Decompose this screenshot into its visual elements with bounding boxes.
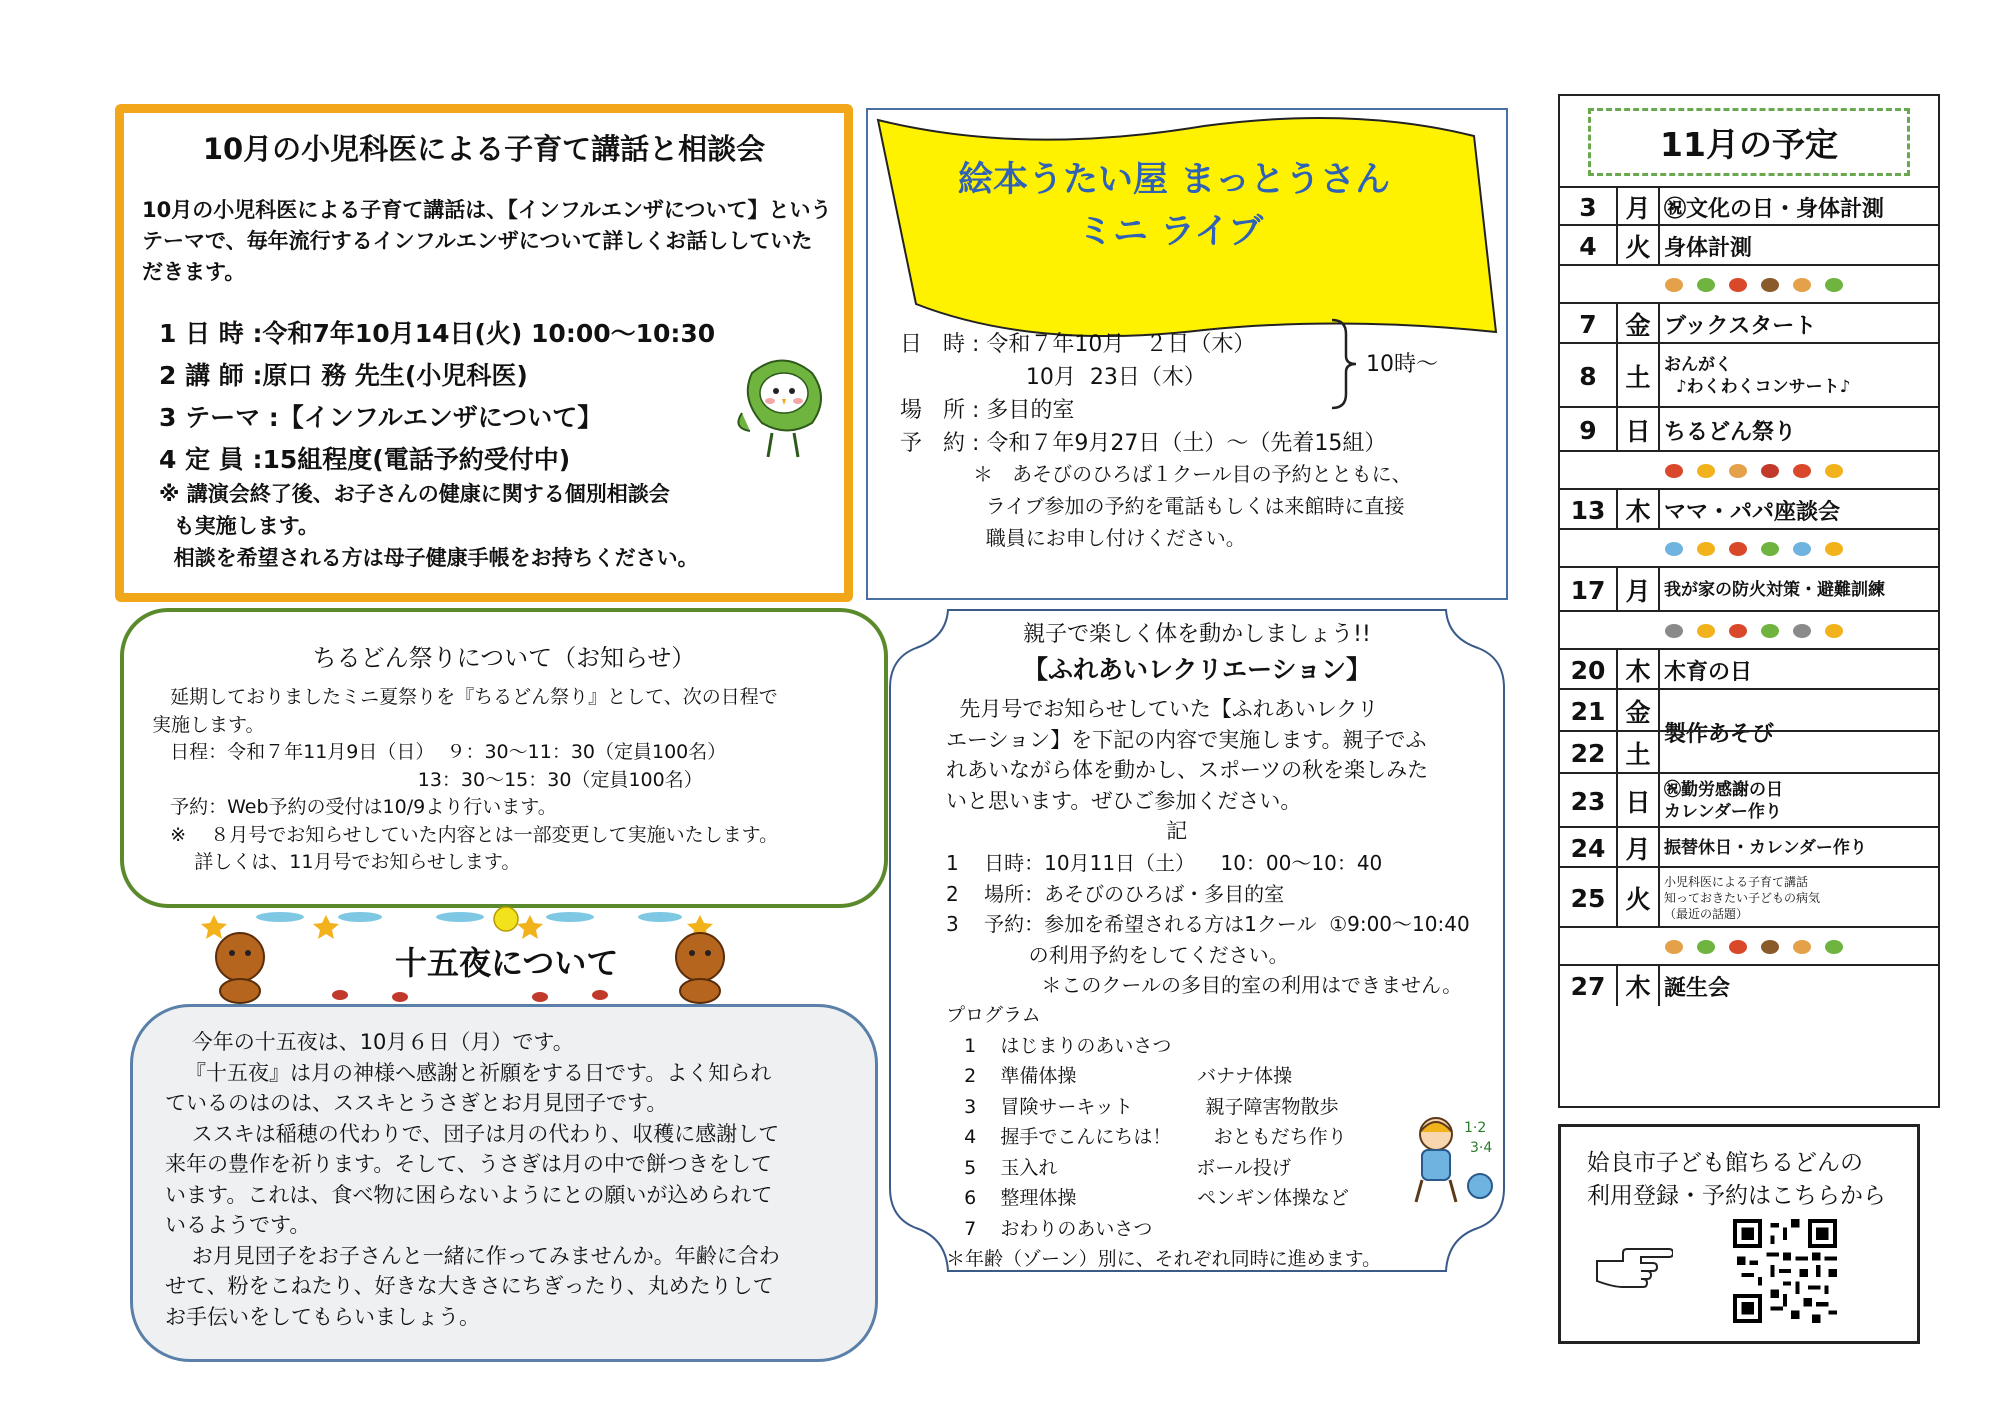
schedule-event: 身体計測	[1664, 235, 1753, 261]
schedule-weekday: 火	[1618, 868, 1660, 928]
schedule-decoration	[1560, 450, 1938, 490]
festival-line: 詳しくは、11月号でお知らせします。	[152, 851, 521, 873]
schedule-day: 7	[1560, 304, 1618, 344]
schedule-row	[1560, 302, 1938, 344]
recreation-item: ＊このクールの多目的室の利用はできません。	[946, 973, 1463, 997]
decoration-icon	[1793, 278, 1811, 292]
decoration-icon	[1761, 624, 1779, 638]
schedule-event: 誕生会	[1664, 975, 1731, 1001]
schedule-weekday: 月	[1618, 828, 1660, 868]
live-box	[866, 108, 1508, 600]
live-note-line: ライブ参加の予約を電話もしくは来館時に直接	[973, 494, 1405, 518]
schedule-row	[1560, 648, 1938, 690]
decoration-icon	[1761, 464, 1779, 478]
recreation-item: の利用予約をしてください。	[946, 942, 1289, 967]
bird-illustration	[732, 353, 837, 463]
decoration-icon	[1697, 464, 1715, 478]
decoration-icon	[1729, 464, 1747, 478]
brace-icon	[1330, 318, 1360, 410]
schedule-row	[1560, 826, 1938, 868]
schedule-row	[1560, 224, 1938, 266]
schedule-day: 17	[1560, 568, 1618, 612]
schedule-event: 我が家の防火対策・避難訓練	[1664, 580, 1885, 600]
moon-line: ススキは稲穂の代わりで、団子は月の代わり、収穫に感謝して	[165, 1121, 780, 1146]
lecture-intro: 10月の小児科医による子育て講話は、【インフルエンザについて】というテーマで、毎年流行するインフルエンザについて詳しくお話ししていただきます。	[142, 198, 832, 284]
decoration-icon	[1665, 940, 1683, 954]
festival-line: ※ ８月号でお知らせしていた内容とは一部変更して実施いたします。	[152, 823, 779, 846]
recreation-item: 3 予約：参加を希望される方は1クール ①9:00～10:40	[946, 912, 1470, 936]
festival-line: 実施します。	[152, 713, 265, 736]
schedule-day: 25	[1560, 868, 1618, 928]
svg-text:3·4: 3·4	[1470, 1140, 1493, 1156]
decoration-icon	[1825, 940, 1843, 954]
program-label: プログラム	[946, 1004, 1041, 1026]
schedule-day: 22	[1560, 732, 1618, 774]
live-info-line: 日 時 : 令和７年10月 ２日（木）	[900, 332, 1256, 357]
recreation-line: れあいながら体を動かし、スポーツの秋を楽しみた	[946, 758, 1429, 782]
schedule-weekday: 木	[1618, 650, 1660, 690]
moon-line: お月見団子をお子さんと一緒に作ってみませんか。年齢に合わ	[165, 1243, 780, 1268]
moon-line: お手伝いをしてもらいましょう。	[165, 1304, 480, 1329]
schedule-weekday: 土	[1618, 732, 1660, 774]
decoration-icon	[1825, 542, 1843, 556]
program-footer: ＊年齢（ゾーン）別に、それぞれ同時に進めます。	[946, 1248, 1382, 1270]
live-note-line: 職員にお申し付けください。	[973, 526, 1246, 550]
schedule-row	[1560, 488, 1938, 530]
decoration-icon	[1825, 624, 1843, 638]
festival-box	[120, 608, 888, 908]
schedule-row	[1560, 772, 1938, 828]
schedule-day: 8	[1560, 344, 1618, 408]
schedule-title-frame	[1588, 108, 1910, 176]
schedule-day: 4	[1560, 226, 1618, 266]
recreation-item: 2 場所：あそびのひろば・多目的室	[946, 881, 1285, 906]
lecture-item: 3 テーマ :【インフルエンザについて】	[159, 403, 603, 432]
schedule-weekday: 木	[1618, 966, 1660, 1006]
lecture-item: 4 定 員 :15組程度(電話予約受付中)	[159, 445, 571, 474]
decoration-icon	[1825, 278, 1843, 292]
recreation-line: いと思います。ぜひご参加ください。	[946, 788, 1302, 813]
live-subtitle: ミニ ライブ	[1078, 212, 1264, 252]
svg-text:1·2: 1·2	[1464, 1120, 1487, 1136]
program-item: 2 準備体操 バナナ体操	[946, 1065, 1293, 1087]
decoration-icon	[1697, 542, 1715, 556]
decoration-icon	[1697, 624, 1715, 638]
live-info-line: 場 所 : 多目的室	[900, 398, 1075, 423]
festival-line: 延期しておりましたミニ夏祭りを『ちるどん祭り』として、次の日程で	[152, 686, 778, 708]
schedule-day: 23	[1560, 774, 1618, 828]
schedule-row	[1560, 342, 1938, 408]
schedule-event: 木育の日	[1664, 659, 1753, 685]
schedule-day: 20	[1560, 650, 1618, 690]
schedule-weekday: 木	[1618, 490, 1660, 530]
lecture-items	[159, 313, 715, 481]
schedule-weekday: 土	[1618, 344, 1660, 408]
qr-line: 姶良市子ども館ちるどんの	[1587, 1150, 1863, 1176]
lecture-title: 10月の小児科医による子育て講話と相談会	[202, 132, 766, 166]
festival-line: 日程：令和７年11月9日（日） ９：30～11：30（定員100名）	[152, 741, 727, 763]
schedule-row	[1560, 688, 1938, 747]
festival-title: ちるどん祭りについて（お知らせ）	[312, 644, 696, 672]
schedule-panel	[1558, 94, 1940, 1108]
program-item: 3 冒険サーキット 親子障害物散歩	[946, 1095, 1339, 1118]
live-note	[973, 458, 1412, 554]
schedule-weekday: 金	[1618, 304, 1660, 344]
schedule-event: ブックスタート	[1664, 313, 1817, 339]
lecture-notes	[159, 478, 699, 574]
decoration-icon	[1665, 464, 1683, 478]
live-time: 10時～	[1366, 352, 1438, 377]
decoration-icons	[1660, 452, 1860, 490]
festival-line: 予約：Web予約の受付は10/9より行います。	[152, 796, 557, 818]
decoration-icon	[1793, 542, 1811, 556]
recreation-line: 記	[946, 819, 1188, 843]
recreation-body	[946, 694, 1428, 847]
moon-line: います。これは、食べ物に困らないようにとの願いが込められて	[165, 1182, 773, 1207]
lecture-note: 相談を希望される方は母子健康手帳をお持ちください。	[159, 546, 699, 570]
decoration-icon	[1825, 464, 1843, 478]
moon-line: ているのはのは、ススキとうさぎとお月見団子です。	[165, 1091, 668, 1115]
schedule-row	[1560, 406, 1938, 452]
moon-line: 来年の豊作を祈ります。そして、うさぎは月の中で餅つきをして	[165, 1152, 772, 1176]
schedule-day: 13	[1560, 490, 1618, 530]
program-item: 7 おわりのあいさつ	[946, 1217, 1153, 1240]
schedule-row	[1560, 866, 1938, 928]
moon-line: 『十五夜』は月の神様へ感謝と祈願をする日です。よく知られ	[165, 1060, 772, 1085]
decoration-icon	[1729, 278, 1747, 292]
schedule-event: ㊗文化の日・身体計測	[1664, 196, 1885, 222]
schedule-decoration	[1560, 528, 1938, 568]
recreation-line: 先月号でお知らせしていた【ふれあいレクリ	[946, 697, 1379, 721]
decoration-icon	[1793, 624, 1811, 638]
decoration-icon	[1729, 940, 1747, 954]
festival-body	[152, 684, 778, 877]
decoration-icons	[1660, 530, 1860, 568]
program-item: 1 はじまりのあいさつ	[946, 1034, 1172, 1057]
schedule-row	[1560, 186, 1938, 226]
lecture-item: 1 日 時 :令和7年10月14日(火) 10:00～10:30	[159, 319, 716, 348]
qr-box	[1558, 1124, 1920, 1344]
live-title: 絵本うたい屋 まっとうさん	[958, 160, 1391, 200]
decoration-icon	[1729, 624, 1747, 638]
schedule-decoration	[1560, 610, 1938, 650]
decoration-icon	[1697, 278, 1715, 292]
decoration-icon	[1729, 542, 1747, 556]
schedule-weekday: 火	[1618, 226, 1660, 266]
recreation-items	[946, 848, 1470, 1001]
recreation-heading: 親子で楽しく体を動かしましょう!!	[1023, 622, 1371, 647]
schedule-weekday: 月	[1618, 568, 1660, 612]
schedule-weekday: 金	[1618, 690, 1660, 732]
schedule-event: 小児科医による子育て講話 知っておきたい子どもの病気 （最近の話題）	[1664, 875, 1821, 921]
moon-title: 十五夜について	[395, 944, 619, 982]
live-info-line: 10月 23日（木）	[900, 365, 1206, 390]
schedule-decoration	[1560, 926, 1938, 966]
pointing-hand-icon	[1593, 1245, 1673, 1295]
schedule-day: 21	[1560, 690, 1618, 732]
decoration-icon	[1761, 278, 1779, 292]
exercise-child-illustration	[1400, 1106, 1500, 1206]
schedule-weekday: 月	[1618, 188, 1660, 226]
decoration-icon	[1697, 940, 1715, 954]
live-info-line: 予 約 : 令和７年9月27日（土）～（先着15組）	[900, 431, 1387, 456]
live-note-line: ＊ あそびのひろば１クール目の予約とともに、	[973, 462, 1412, 486]
program-item: 4 握手でこんにちは！ おともだち作り	[946, 1126, 1347, 1148]
schedule-decoration	[1560, 264, 1938, 304]
schedule-event: おんがく ♪わくわくコンサート♪	[1664, 355, 1851, 397]
program-item: 6 整理体操 ペンギン体操など	[946, 1187, 1349, 1209]
moon-box	[130, 1004, 878, 1362]
moon-body	[165, 1027, 780, 1332]
decoration-icon	[1793, 940, 1811, 954]
qr-code[interactable]	[1733, 1219, 1837, 1323]
schedule-weekday: 日	[1618, 408, 1660, 452]
recreation-program	[946, 1000, 1381, 1275]
decoration-icon	[1665, 624, 1683, 638]
schedule-event: ちるどん祭り	[1664, 419, 1797, 445]
recreation-item: 1 日時：10月11日（土） 10：00～10：40	[946, 851, 1383, 875]
decoration-icons	[1660, 612, 1860, 650]
decoration-icons	[1660, 928, 1860, 966]
schedule-row	[1560, 964, 1938, 1006]
decoration-icon	[1665, 278, 1683, 292]
decoration-icon	[1761, 940, 1779, 954]
decoration-icons	[1660, 266, 1860, 304]
schedule-event: 振替休日・カレンダー作り	[1664, 838, 1867, 858]
schedule-title: 11月の予定	[1660, 125, 1838, 164]
schedule-weekday: 日	[1618, 774, 1660, 828]
schedule-day: 27	[1560, 966, 1618, 1006]
lecture-note: も実施します。	[159, 514, 319, 538]
schedule-row	[1560, 566, 1938, 612]
decoration-icon	[1665, 542, 1683, 556]
schedule-day: 3	[1560, 188, 1618, 226]
moon-line: 今年の十五夜は、10月６日（月）です。	[165, 1030, 574, 1054]
decoration-icon	[1761, 542, 1779, 556]
moon-line: いるようです。	[165, 1213, 311, 1237]
program-item: 5 玉入れ ボール投げ	[946, 1156, 1291, 1179]
festival-line: 13：30～15：30（定員100名）	[152, 768, 703, 791]
schedule-event: ママ・パパ座談会	[1664, 499, 1841, 525]
schedule-event: 製作あそび	[1664, 690, 1934, 774]
moon-line: せて、粉をこねたり、好きな大きさにちぎったり、丸めたりして	[165, 1274, 774, 1298]
schedule-row	[1560, 730, 1938, 774]
schedule-day: 9	[1560, 408, 1618, 452]
schedule-day: 24	[1560, 828, 1618, 868]
qr-line: 利用登録・予約はこちらから	[1587, 1183, 1886, 1209]
live-info	[900, 328, 1386, 460]
recreation-line: エーション】を下記の内容で実施します。親子でふ	[946, 727, 1427, 752]
lecture-note: ※ 講演会終了後、お子さんの健康に関する個別相談会	[159, 482, 670, 506]
lecture-box	[115, 104, 853, 602]
recreation-title: 【ふれあいレクリエーション】	[1022, 655, 1371, 684]
schedule-event: ㊗勤労感謝の日 カレンダー作り	[1664, 780, 1783, 822]
lecture-item: 2 講 師 :原口 務 先生(小児科医)	[159, 361, 528, 390]
decoration-icon	[1793, 464, 1811, 478]
qr-text	[1587, 1147, 1886, 1213]
